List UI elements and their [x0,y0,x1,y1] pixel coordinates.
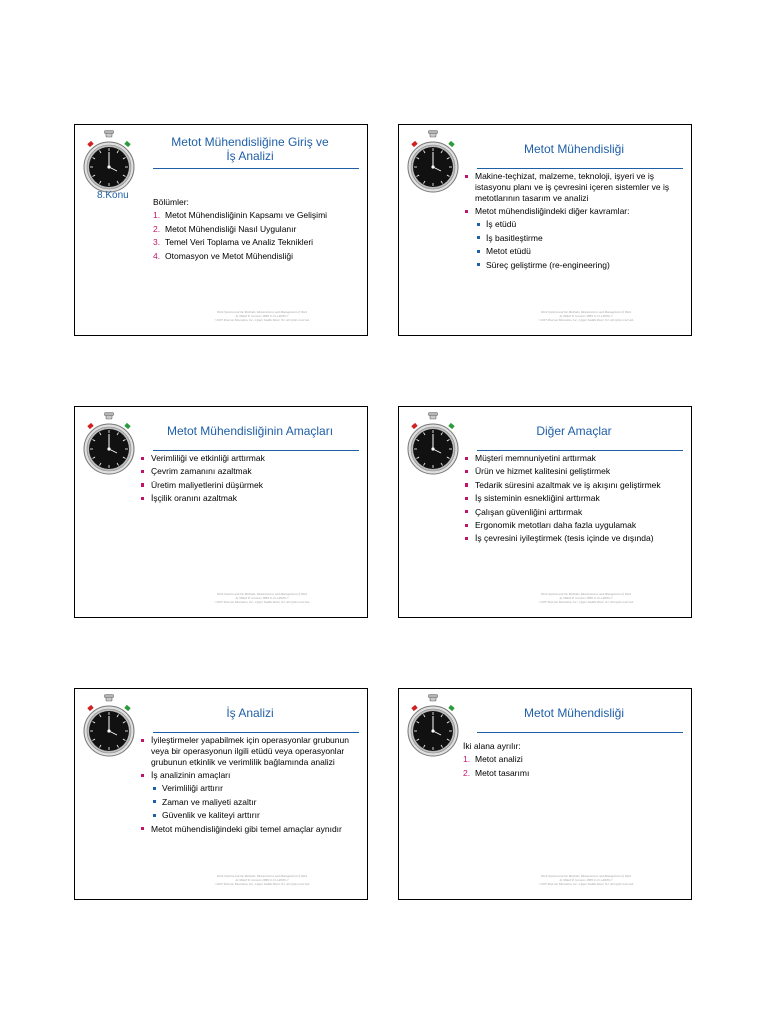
bullet-item [463,480,679,491]
footer-line: ©2007 Pearson Education, Inc., Upper Saddle River, NJ. All rights reserved. [538,882,634,887]
item-number: 3. [153,237,161,248]
bullet-text: Ürün ve hizmet kalitesini geliştirmek [475,466,611,477]
slide-2 [398,124,692,336]
slide-5 [74,688,368,900]
bullet-item [139,824,355,835]
footer-line: by Mikell P. Groover, ISBN 0-13-140650-7 [235,596,289,601]
slide-title-line: Metot Mühendisliğine Giriş ve [171,135,329,149]
stopwatch-icon [405,693,461,757]
slide-title-line: Metot Mühendisliği [523,142,625,156]
footer-line: Work Systems and the Methods, Measurement, and Management of Work [216,592,308,597]
numbered-item [153,237,355,248]
bullet-text: Çalışan güvenliğini arttırmak [475,506,583,517]
bullet-text: Müşteri memnuniyetini arttırmak [475,453,596,463]
title-divider [477,732,683,733]
bullet-text: İş analizinin amaçları [151,769,231,780]
slide-content [463,453,679,547]
bullet-list [139,735,355,834]
slide-footer [157,875,367,887]
footer-line: Work Systems and the Methods, Measurement, and Management of Work [540,874,632,879]
bullet-item [463,206,679,270]
slide-title [469,413,679,449]
footer-line: by Mikell P. Groover, ISBN 0-13-140650-7 [559,878,613,883]
footer-line: ©2007 Pearson Education, Inc., Upper Saddle River, NJ. All rights reserved. [214,600,310,605]
bullet-item [463,533,679,544]
bullet-text: İş sisteminin esnekliğini arttırmak [475,493,600,504]
bullet-list [139,453,355,504]
bullet-text: Üretim maliyetlerini düşürmek [151,479,263,490]
bullet-list [463,453,679,544]
numbered-item [153,224,355,235]
sub-bullet-list [475,219,679,270]
bullet-text: İşçilik oranını azaltmak [151,493,237,504]
slide-content [463,171,679,273]
sub-bullet-item: İş etüdü [475,219,679,230]
slide-footer [481,593,691,605]
bullet-text: Makine-teçhizat, malzeme, teknoloji, işyeri ve iş istasyonu planı ve iş çevresini içeren sistemler ve iş metotlarının tasarım ve analizi [475,171,670,203]
slide-title [145,413,355,449]
slide-title [145,131,355,167]
slide-footer [157,311,367,323]
bullet-item [463,171,679,203]
slide-footer [481,875,691,887]
sub-bullet-item: Verimliliği arttırır [151,783,355,794]
slide-title-line: İş Analizi [226,706,274,720]
bullet-text: Metot mühendisliğindeki diğer kavramlar: [475,205,630,216]
item-text: Otomasyon ve Metot Mühendisliği [165,250,294,261]
sub-bullet-item: İş basitleştirme [475,233,679,244]
sub-bullet-item: Güvenlik ve kaliteyi arttırır [151,810,355,821]
footer-line: by Mikell P. Groover, ISBN 0-13-140650-7 [235,878,289,883]
item-number: 2. [153,223,161,234]
slide-4 [398,406,692,618]
footer-line: Work Systems and the Methods, Measurement, and Management of Work [540,310,632,315]
bullet-text: İş çevresini iyileştirmek (tesis içinde ve dışında) [475,533,654,544]
bullet-item [139,453,355,464]
footer-line: Work Systems and the Methods, Measurement, and Management of Work [540,592,632,597]
content-heading: İki alana ayrılır: [463,741,521,751]
bullet-item [463,493,679,504]
bullet-text: Tedarik süresini azaltmak ve iş akışını geliştirmek [475,479,661,490]
bullet-item [139,466,355,477]
slide-footer [157,593,367,605]
chapter-label: 8.Konu [97,190,129,201]
slide-content [139,735,355,837]
bullet-item [139,735,355,767]
sub-bullet-item: Süreç geliştirme (re-engineering) [475,260,679,271]
bullet-text: Verimliliği ve etkinliği arttırmak [151,453,265,463]
bullet-text: Metot mühendisliğindeki gibi temel amaçlar aynıdır [151,823,342,834]
numbered-item [153,210,355,221]
title-divider [477,450,683,451]
item-text: Metot analizi [475,754,523,765]
footer-line: by Mikell P. Groover, ISBN 0-13-140650-7 [559,314,613,319]
title-divider [153,168,359,169]
stopwatch-icon [81,129,137,193]
bullet-item [139,493,355,504]
item-text: Metot Mühendisliğinin Kapsamı ve Gelişimi [165,210,328,221]
item-text: Temel Veri Toplama ve Analiz Teknikleri [165,237,314,248]
item-text: Metot tasarımı [475,767,530,778]
slide-content [153,197,355,264]
slide-footer [481,311,691,323]
bullet-item [463,466,679,477]
bullet-text: Ergonomik metotları daha fazla uygulamak [475,519,637,530]
item-number: 4. [153,250,161,261]
footer-line: Work Systems and the Methods, Measurement, and Management of Work [216,874,308,879]
bullet-list [463,171,679,270]
slide-1 [74,124,368,336]
stopwatch-icon [405,129,461,193]
footer-line: ©2007 Pearson Education, Inc., Upper Saddle River, NJ. All rights reserved. [538,318,634,323]
footer-line: ©2007 Pearson Education, Inc., Upper Saddle River, NJ. All rights reserved. [214,882,310,887]
sub-bullet-item: Metot etüdü [475,246,679,257]
slide-title [145,695,355,731]
numbered-item [463,768,679,779]
slide-content [139,453,355,507]
sub-bullet-item: Zaman ve maliyeti azaltır [151,797,355,808]
bullet-text: Çevrim zamanını azaltmak [151,466,252,477]
numbered-item [153,251,355,262]
stopwatch-icon [405,411,461,475]
title-divider [153,450,359,451]
footer-line: Work Systems and the Methods, Measurement, and Management of Work [216,310,308,315]
title-divider [153,732,359,733]
slide-title-line: Metot Mühendisliği [523,706,625,720]
sub-bullet-list [151,783,355,821]
bullet-item [463,520,679,531]
slide-3 [74,406,368,618]
title-divider [477,168,683,169]
slide-title-line: Diğer Amaçlar [536,424,612,438]
item-number: 2. [463,767,471,778]
slide-title-line: İş Analizi [226,149,274,163]
slide-6 [398,688,692,900]
footer-line: ©2007 Pearson Education, Inc., Upper Saddle River, NJ. All rights reserved. [214,318,310,323]
item-number: 1. [463,754,471,765]
numbered-item [463,754,679,765]
stopwatch-icon [81,411,137,475]
numbered-list [153,210,355,261]
footer-line: by Mikell P. Groover, ISBN 0-13-140650-7 [559,596,613,601]
item-number: 1. [153,210,161,221]
numbered-list [463,754,679,778]
slide-title-line: Metot Mühendisliğinin Amaçları [166,424,334,438]
slide-content [463,741,679,781]
bullet-item [463,453,679,464]
bullet-item [139,770,355,821]
bullet-item [139,480,355,491]
bullet-item [463,507,679,518]
footer-line: ©2007 Pearson Education, Inc., Upper Saddle River, NJ. All rights reserved. [538,600,634,605]
stopwatch-icon [81,693,137,757]
content-heading: Bölümler: [153,197,189,207]
item-text: Metot Mühendisliği Nasıl Uygulanır [165,223,297,234]
slide-title [469,695,679,731]
slide-title [469,131,679,167]
footer-line: by Mikell P. Groover, ISBN 0-13-140650-7 [235,314,289,319]
bullet-text: İyileştirmeler yapabilmek için operasyonlar grubunun veya bir operasyonun ilgili etüdü veya operasyonlar grubunun etkinlik ve verimlilik bağlamında analizi [151,735,349,767]
